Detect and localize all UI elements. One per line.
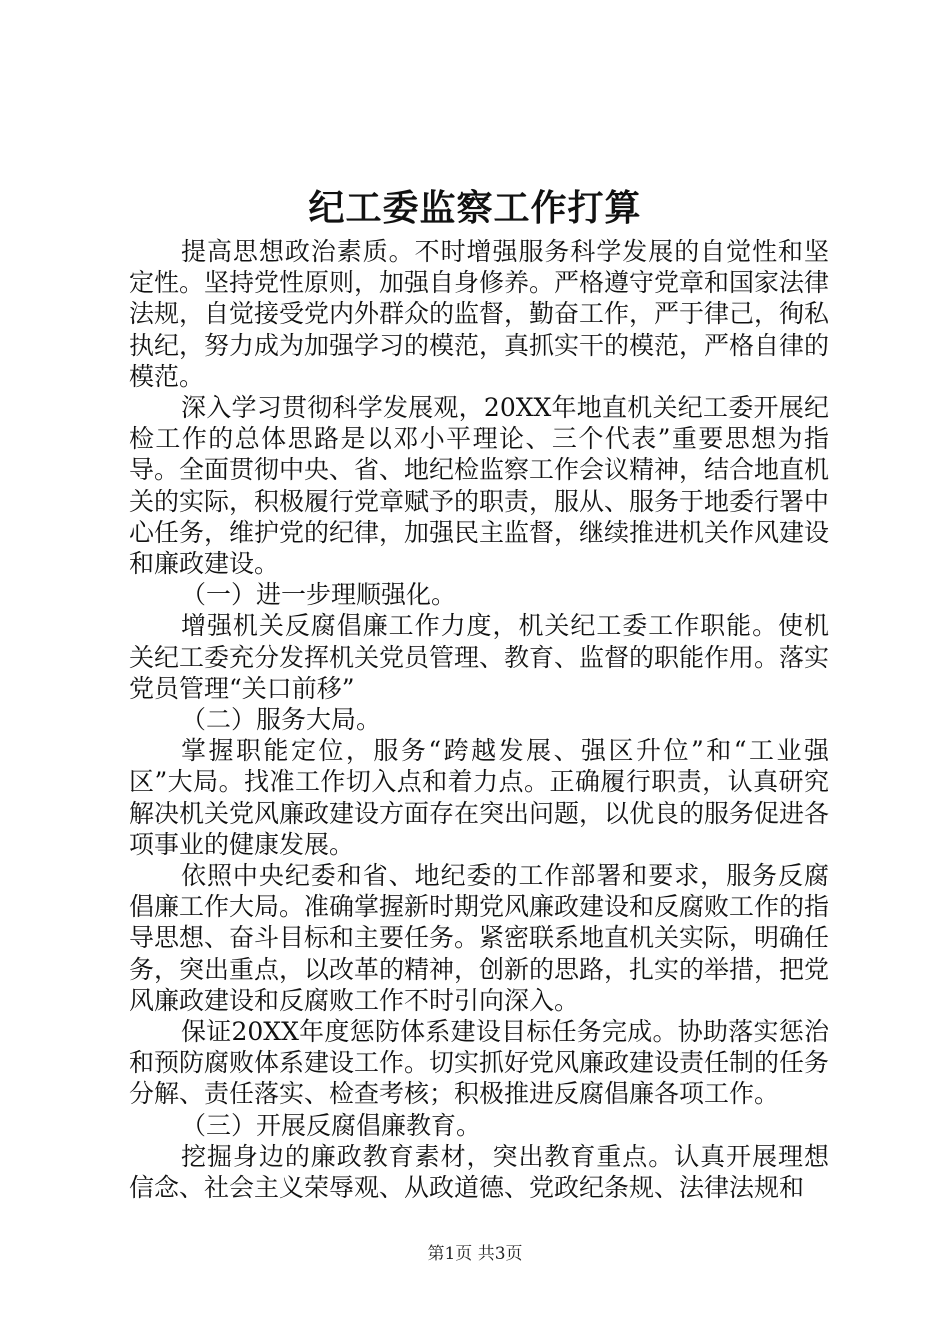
- paragraph: 保证20XX年度惩防体系建设目标任务完成。协助落实惩治和预防腐败体系建设工作。切实抓好党风廉政建设责任制的任务分解、责任落实、检查考核；积极推进反腐倡廉各项工作。: [129, 1017, 830, 1109]
- paragraph: 提高思想政治素质。不时增强服务科学发展的自觉性和坚定性。坚持党性原则，加强自身修养。严格遵守党章和国家法律法规，自觉接受党内外群众的监督，勤奋工作，严于律己，徇私执纪，努力成为加强学习的模范，真抓实干的模范，严格自律的模范。: [129, 237, 830, 391]
- paragraph: 掌握职能定位，服务“跨越发展、强区升位”和“工业强区”大局。找准工作切入点和着力点。正确履行职责，认真研究解决机关党风廉政建设方面存在突出问题，以优良的服务促进各项事业的健康发展。: [129, 736, 830, 859]
- paragraph: 深入学习贯彻科学发展观，20XX年地直机关纪工委开展纪检工作的总体思路是以邓小平理论、三个代表”重要思想为指导。全面贯彻中央、省、地纪检监察工作会议精神，结合地直机关的实际，积极履行党章赋予的职责，服从、服务于地委行署中心任务，维护党的纪律，加强民主监督，继续推进机关作风建设和廉政建设。: [129, 393, 830, 579]
- page-number-footer: 第1页 共3页: [427, 1244, 523, 1264]
- paragraph: 依照中央纪委和省、地纪委的工作部署和要求，服务反腐倡廉工作大局。准确掌握新时期党风廉政建设和反腐败工作的指导思想、奋斗目标和主要任务。紧密联系地直机关实际，明确任务，突出重点，以改革的精神，创新的思路，扎实的举措，把党风廉政建设和反腐败工作不时引向深入。: [129, 861, 830, 1015]
- document-body: [129, 236, 829, 1203]
- paragraph: 挖掘身边的廉政教育素材，突出教育重点。认真开展理想信念、社会主义荣辱观、从政道德、党政纪条规、法律法规和: [129, 1141, 829, 1203]
- paragraph: 增强机关反腐倡廉工作力度，机关纪工委工作职能。使机关纪工委充分发挥机关党员管理、教育、监督的职能作用。落实党员管理“关口前移”: [129, 611, 830, 703]
- section-heading: （二）服务大局。: [181, 705, 382, 735]
- section-heading: （一）进一步理顺强化。: [181, 580, 457, 610]
- page-title: 纪工委监察工作打算: [308, 187, 642, 229]
- section-heading: （三）开展反腐倡廉教育。: [181, 1110, 482, 1140]
